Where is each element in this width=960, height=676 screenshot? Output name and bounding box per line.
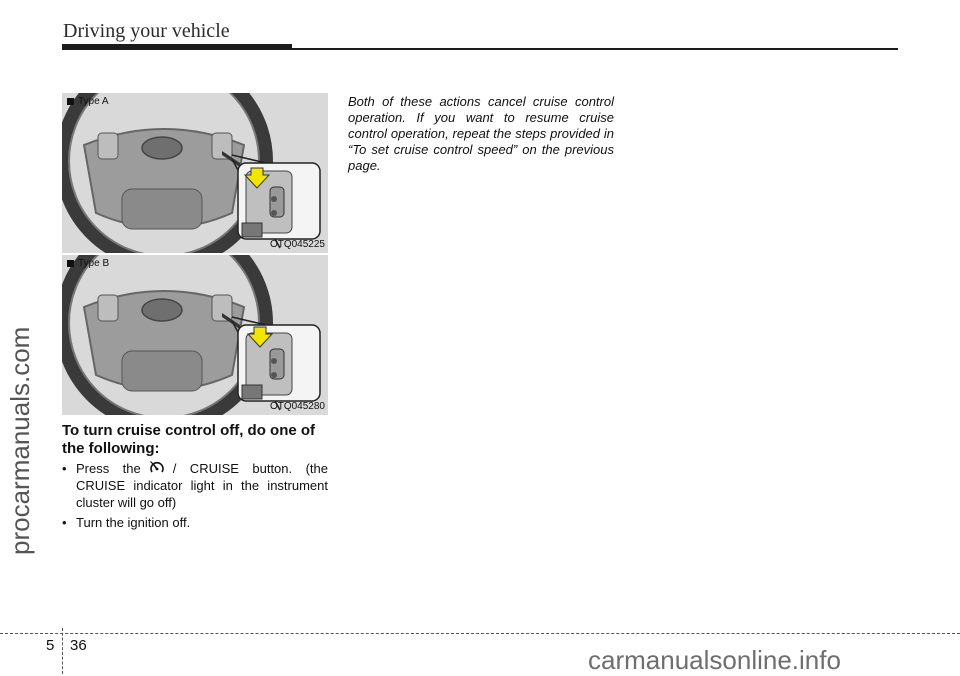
figure-type-b [62, 255, 328, 415]
footer-rule [0, 633, 960, 634]
header-bar [62, 44, 292, 50]
list-item: • Turn the ignition off. [62, 515, 191, 530]
chapter-number: 5 [46, 637, 55, 654]
side-watermark: procarmanuals.com [5, 326, 35, 555]
list-item: • Press the / CRUISE button. (the CRUISE indicator light in the instrument cluster will go off) [62, 461, 328, 510]
figure-type-label: Type A [67, 96, 109, 107]
footer-divider [62, 628, 63, 674]
square-bullet-icon [67, 260, 74, 267]
figure-code: OTQ045225 [269, 239, 325, 250]
steering-wheel-illustration-a [62, 93, 328, 253]
bullet-dot: • [62, 461, 67, 476]
square-bullet-icon [67, 98, 74, 105]
figure-type-a [62, 93, 328, 253]
section-title: Driving your vehicle [63, 20, 230, 42]
bottom-watermark: carmanualsonline.info [588, 645, 841, 675]
steering-wheel-illustration-b [62, 255, 328, 415]
figure-code: OTQ045280 [269, 401, 325, 412]
instruction-heading: To turn cruise control off, do one of the following: [62, 422, 316, 457]
bullet-dot: • [62, 515, 67, 530]
cruise-speedometer-icon [149, 460, 165, 476]
page-number: 36 [70, 637, 87, 654]
figure-type-label: Type B [67, 258, 109, 269]
cancel-note-paragraph: Both of these actions cancel cruise control operation. If you want to resume cruise control operation, repeat the steps provided in “To set cruise control speed” on the previous page. [348, 94, 614, 173]
header-rule [292, 48, 898, 50]
